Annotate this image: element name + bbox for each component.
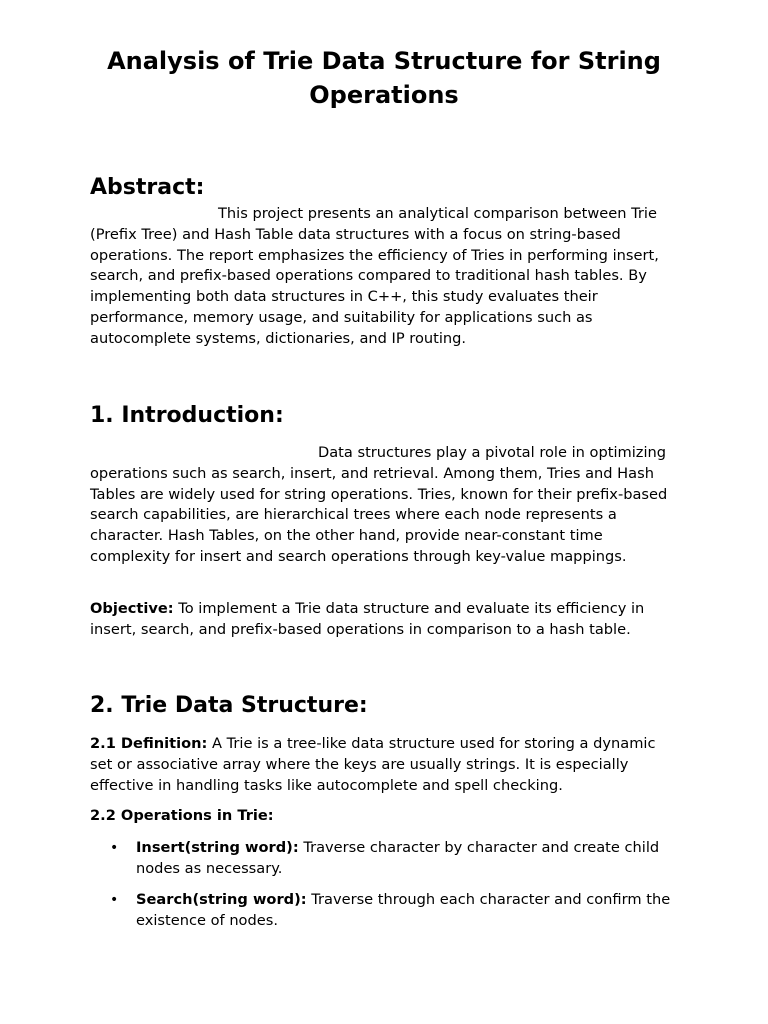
introduction-paragraph (90, 443, 682, 568)
bullet-icon: • (110, 840, 119, 856)
objective-label: Objective: (90, 600, 174, 617)
operation-label: Insert(string word): (136, 839, 299, 856)
list-item (90, 890, 682, 932)
abstract-text: This project presents an analytical comparison between Trie (Prefix Tree) and Hash Table data structures with a focus on string-based operations. The report emphasizes the efficiency of Tries in performing insert, search, and prefix-based operations compared to traditional hash tables. By implementing both data structures in C++, this study evaluates their performance, memory usage, and suitability for applications such as autocomplete systems, dictionaries, and IP routing. (90, 205, 659, 347)
introduction-heading: 1. Introduction: (90, 403, 284, 428)
bullet-icon: • (110, 891, 119, 908)
abstract-paragraph (90, 204, 682, 350)
operations-list (90, 838, 682, 942)
operations-heading: 2.2 Operations in Trie: (90, 807, 274, 824)
objective-paragraph (90, 599, 682, 641)
operation-text: Traverse through each character and confirm the existence of nodes. (136, 890, 671, 929)
objective-text: To implement a Trie data structure and evaluate its efficiency in insert, search, and prefix-based operations in comparison to a hash table. (90, 600, 645, 638)
introduction-text: Data structures play a pivotal role in optimizing operations such as search, insert, and retrieval. Among them, Tries and Hash Tables are widely used for string operations. Tries, known for their prefix-based search capabilities, are hierarchical trees where each node represents a character. Hash Tables, on the other hand, provide near-constant time complexity for insert and search operations through key-value mappings. (90, 444, 668, 565)
definition-label: 2.1 Definition: (90, 735, 208, 752)
definition-paragraph (90, 734, 682, 796)
abstract-heading: Abstract: (90, 175, 205, 200)
list-item (90, 838, 682, 880)
trie-heading: 2. Trie Data Structure: (90, 693, 368, 718)
operation-label: Search(string word): (136, 890, 307, 908)
definition-text: A Trie is a tree-like data structure used for storing a dynamic set or associative array where the keys are usually strings. It is especially effective in handling tasks like autocomplete and spell checking. (90, 735, 656, 794)
document-title: Analysis of Trie Data Structure for String Operations (107, 47, 661, 109)
operation-text: Traverse character by character and create child nodes as necessary. (136, 839, 660, 877)
